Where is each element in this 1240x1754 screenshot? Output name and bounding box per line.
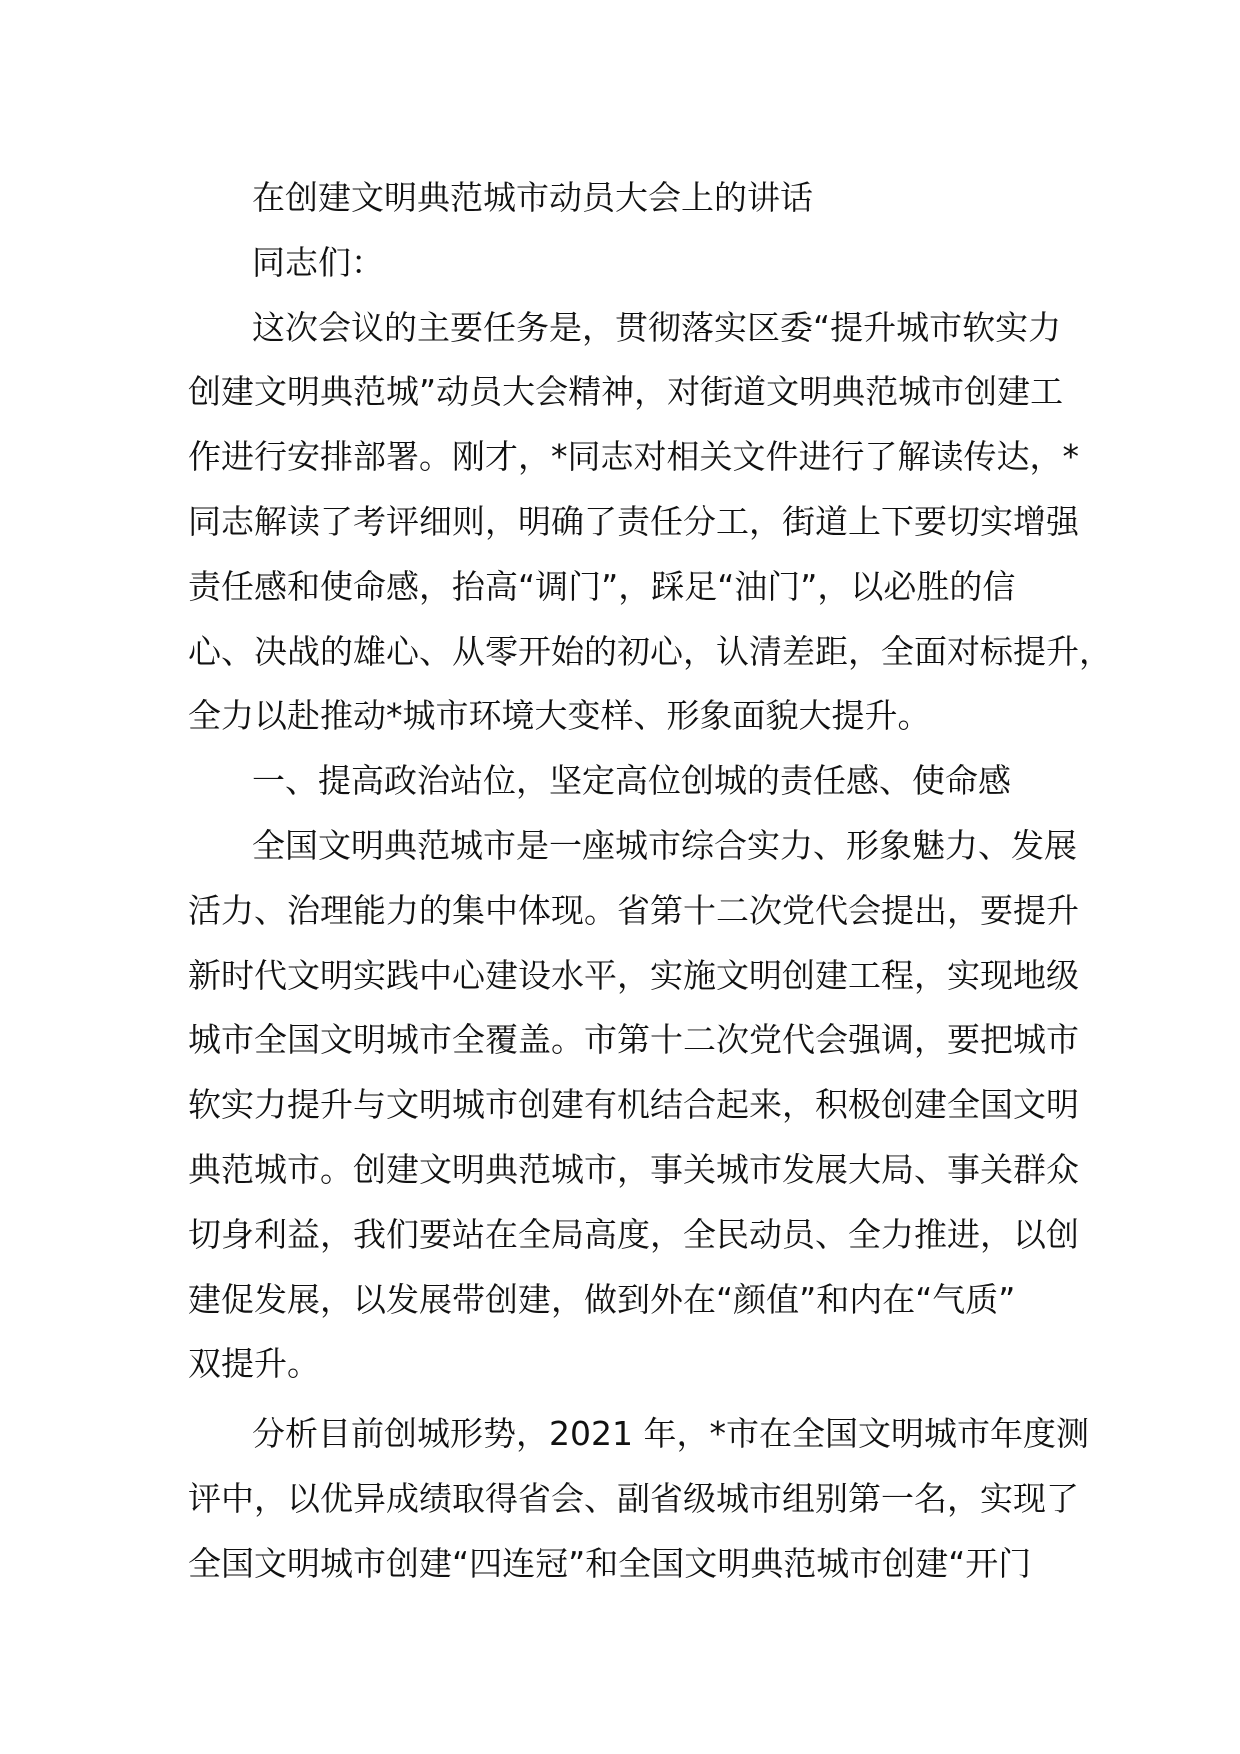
paragraph-line: 切身利益，我们要站在全局高度，全民动员、全力推进，以创 xyxy=(188,1214,1079,1254)
paragraph-line: 作进行安排部署。刚才，*同志对相关文件进行了解读传达，* xyxy=(188,437,1079,477)
paragraph-line: 新时代文明实践中心建设水平，实施文明创建工程，实现地级 xyxy=(188,955,1079,995)
paragraph-line: 创建文明典范城”动员大会精神，对街道文明典范城市创建工 xyxy=(188,372,1064,412)
document-body xyxy=(188,166,1112,1597)
paragraph-line: 同志解读了考评细则，明确了责任分工，街道上下要切实增强 xyxy=(188,501,1079,541)
paragraph-line: 全力以赴推动*城市环境大变样、形象面貌大提升。 xyxy=(188,696,931,736)
paragraph-line: 活力、治理能力的集中体现。省第十二次党代会提出，要提升 xyxy=(188,890,1079,930)
paragraph-line: 责任感和使命感，抬高“调门”，踩足“油门”，以必胜的信 xyxy=(188,566,1016,606)
paragraph-line: 城市全国文明城市全覆盖。市第十二次党代会强调，要把城市 xyxy=(188,1020,1079,1060)
paragraph-line: 软实力提升与文明城市创建有机结合起来，积极创建全国文明 xyxy=(188,1085,1079,1125)
section-heading: 一、提高政治站位，坚定高位创城的责任感、使命感 xyxy=(252,761,1011,801)
paragraph-line: 典范城市。创建文明典范城市，事关城市发展大局、事关群众 xyxy=(188,1149,1079,1189)
paragraph-line: 心、决战的雄心、从零开始的初心，认清差距，全面对标提升， xyxy=(188,631,1112,671)
paragraph-line: 全国文明典范城市是一座城市综合实力、形象魅力、发展 xyxy=(252,825,1077,865)
salutation: 同志们： xyxy=(252,242,384,282)
paragraph-line: 这次会议的主要任务是，贯彻落实区委“提升城市软实力 xyxy=(252,307,1062,347)
paragraph-line: 双提升。 xyxy=(188,1344,320,1384)
document-title: 在创建文明典范城市动员大会上的讲话 xyxy=(252,178,813,217)
paragraph-line: 建促发展，以发展带创建，做到外在“颜值”和内在“气质” xyxy=(188,1279,1016,1319)
paragraph-line: 全国文明城市创建“四连冠”和全国文明典范城市创建“开门 xyxy=(188,1543,1032,1583)
paragraph-line: 评中，以优异成绩取得省会、副省级城市组别第一名，实现了 xyxy=(188,1478,1079,1518)
paragraph-line: 分析目前创城形势，2021 年，*市在全国文明城市年度测 xyxy=(252,1414,1089,1454)
